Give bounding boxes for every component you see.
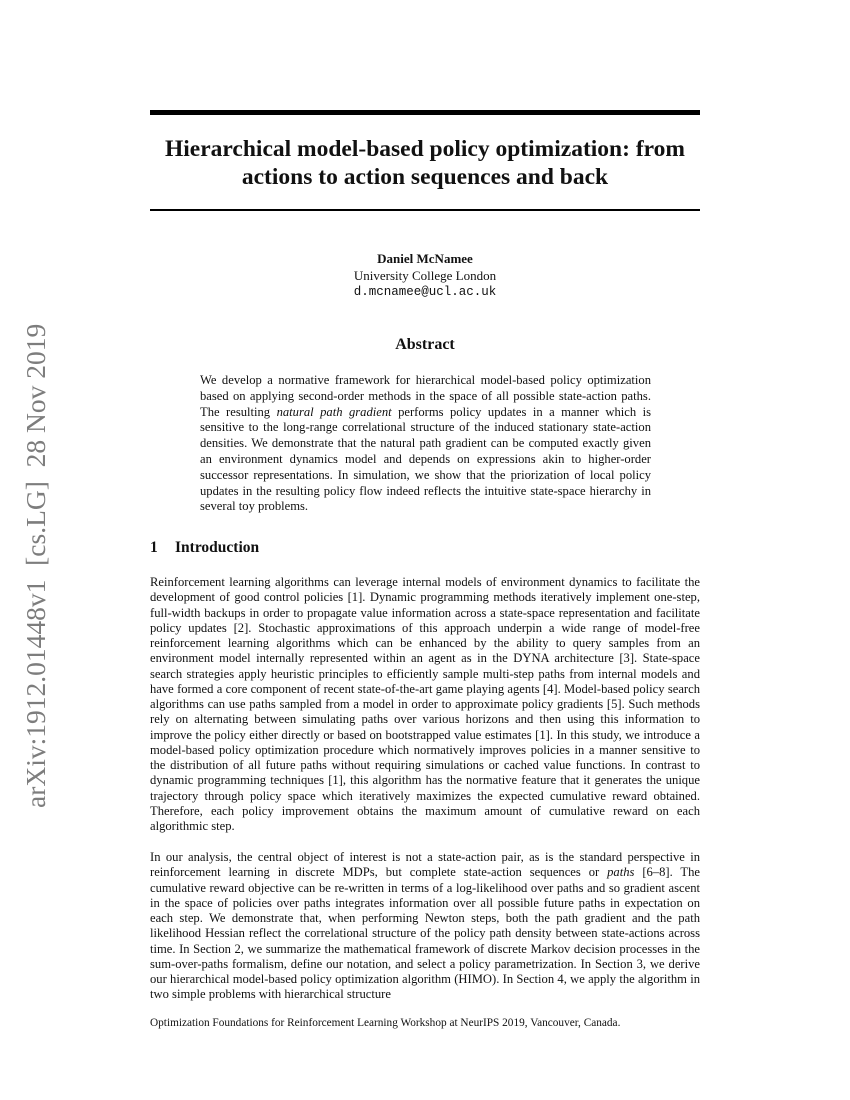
title-line-1: Hierarchical model-based policy optimization: from [165, 136, 685, 162]
abstract-heading: Abstract [395, 336, 455, 353]
abstract-text-part-2: performs policy updates in a manner which is sensitive to the long-range correlational structure of the induced stationary state-action densities. We demonstrate that the natural path gradient can be computed exactly given an environment dynamics model and depends on expressions akin to higher-order successor representations. In simulation, we show that the priorization of local policy updates in the resulting policy flow indeed reflects the intuitive state-space hierarchy in several toy problems. [200, 404, 651, 514]
abstract-text-part-1: We develop a normative framework for hierarchical model-based policy optimization based on applying second-order methods in the space of all possible state-action paths. The resulting [200, 373, 651, 419]
section-title: Introduction [175, 539, 260, 556]
workshop-footer: Optimization Foundations for Reinforcement Learning Workshop at NeurIPS 2019, Vancouver, Canada. [150, 1017, 621, 1029]
intro-paragraph-1: Reinforcement learning algorithms can leverage internal models of environment dynamics to facilitate the development of good control policies [1]. Dynamic programming methods iteratively implement one-step, full-width backups in order to propagate value information across a state-space representation and facilitate policy updates [2]. Stochastic approximations of this approach underpin a wide range of model-free reinforcement learning algorithms which can be enhanced by the ability to query samples from an environment model internally represented within an agent as in the DYNA architecture [3]. State-space search strategies apply heuristic principles to efficiently sample multi-step paths from internal models and have formed a core component of recent state-of-the-art game playing agents [4]. Model-based policy search algorithms can use paths sampled from a model in order to approximate policy gradients [5]. Such methods rely on alternating between simulating paths over various horizons and then using this information to improve the policy either directly or based on bootstrapped value estimates [1]. In this study, we introduce a model-based policy optimization procedure which normatively improves policies in a manner sensitive to the distribution of all future paths without requiring simulations or cached value functions. In contrast to dynamic programming techniques [1], this algorithm has the normative feature that it generates the unique trajectory through policy space which iteratively maximizes the expected cumulative reward obtained. Therefore, each policy improvement obtains the maximum amount of cumulative reward on each algorithmic step. [150, 575, 700, 833]
intro-paragraph-2-part-2: [6–8]. The cumulative reward objective can be re-written in terms of a log-likelihood over paths and so gradient ascent in the space of policies over paths integrates information over all possible future paths in expectation on each step. We demonstrate that, when performing Newton steps, both the path gradient and the path likelihood Hessian reflect the correlational structure of the policy path density between state-actions across time. In Section 2, we summarize the mathematical framework of discrete Markov decision processes in the sum-over-paths formalism, define our notation, and select a policy parametrization. In Section 3, we derive our hierarchical model-based policy optimization algorithm (HIMO). In Section 4, we apply the algorithm in two simple problems with hierarchical structure [150, 865, 700, 1002]
arxiv-stamp [8, 290, 58, 810]
author-block [150, 250, 700, 301]
abstract-text [200, 373, 651, 515]
section-heading-introduction [150, 539, 259, 557]
title-line-2: actions to action sequences and back [241, 164, 609, 190]
abstract-emphasis: natural path gradient [276, 404, 392, 419]
intro-paragraph-2-part-1: In our analysis, the central object of interest is not a state-action pair, as is the standard perspective in reinforcement learning in discrete MDPs, but complete state-action sequences or [150, 850, 700, 880]
title-bottom-rule [150, 209, 700, 211]
arxiv-identifier: arXiv:1912.01448v1 [cs.LG] 28 Nov 2019 [20, 323, 51, 808]
paper-title [150, 135, 700, 191]
author-email: d.mcnamee@ucl.ac.uk [353, 285, 497, 299]
title-top-rule [150, 110, 700, 115]
intro-paragraph-2 [150, 850, 700, 1003]
section-number: 1 [150, 539, 158, 556]
intro-paragraph-2-emphasis: paths [607, 865, 635, 880]
author-affiliation: University College London [353, 268, 497, 283]
author-name: Daniel McNamee [377, 251, 473, 266]
